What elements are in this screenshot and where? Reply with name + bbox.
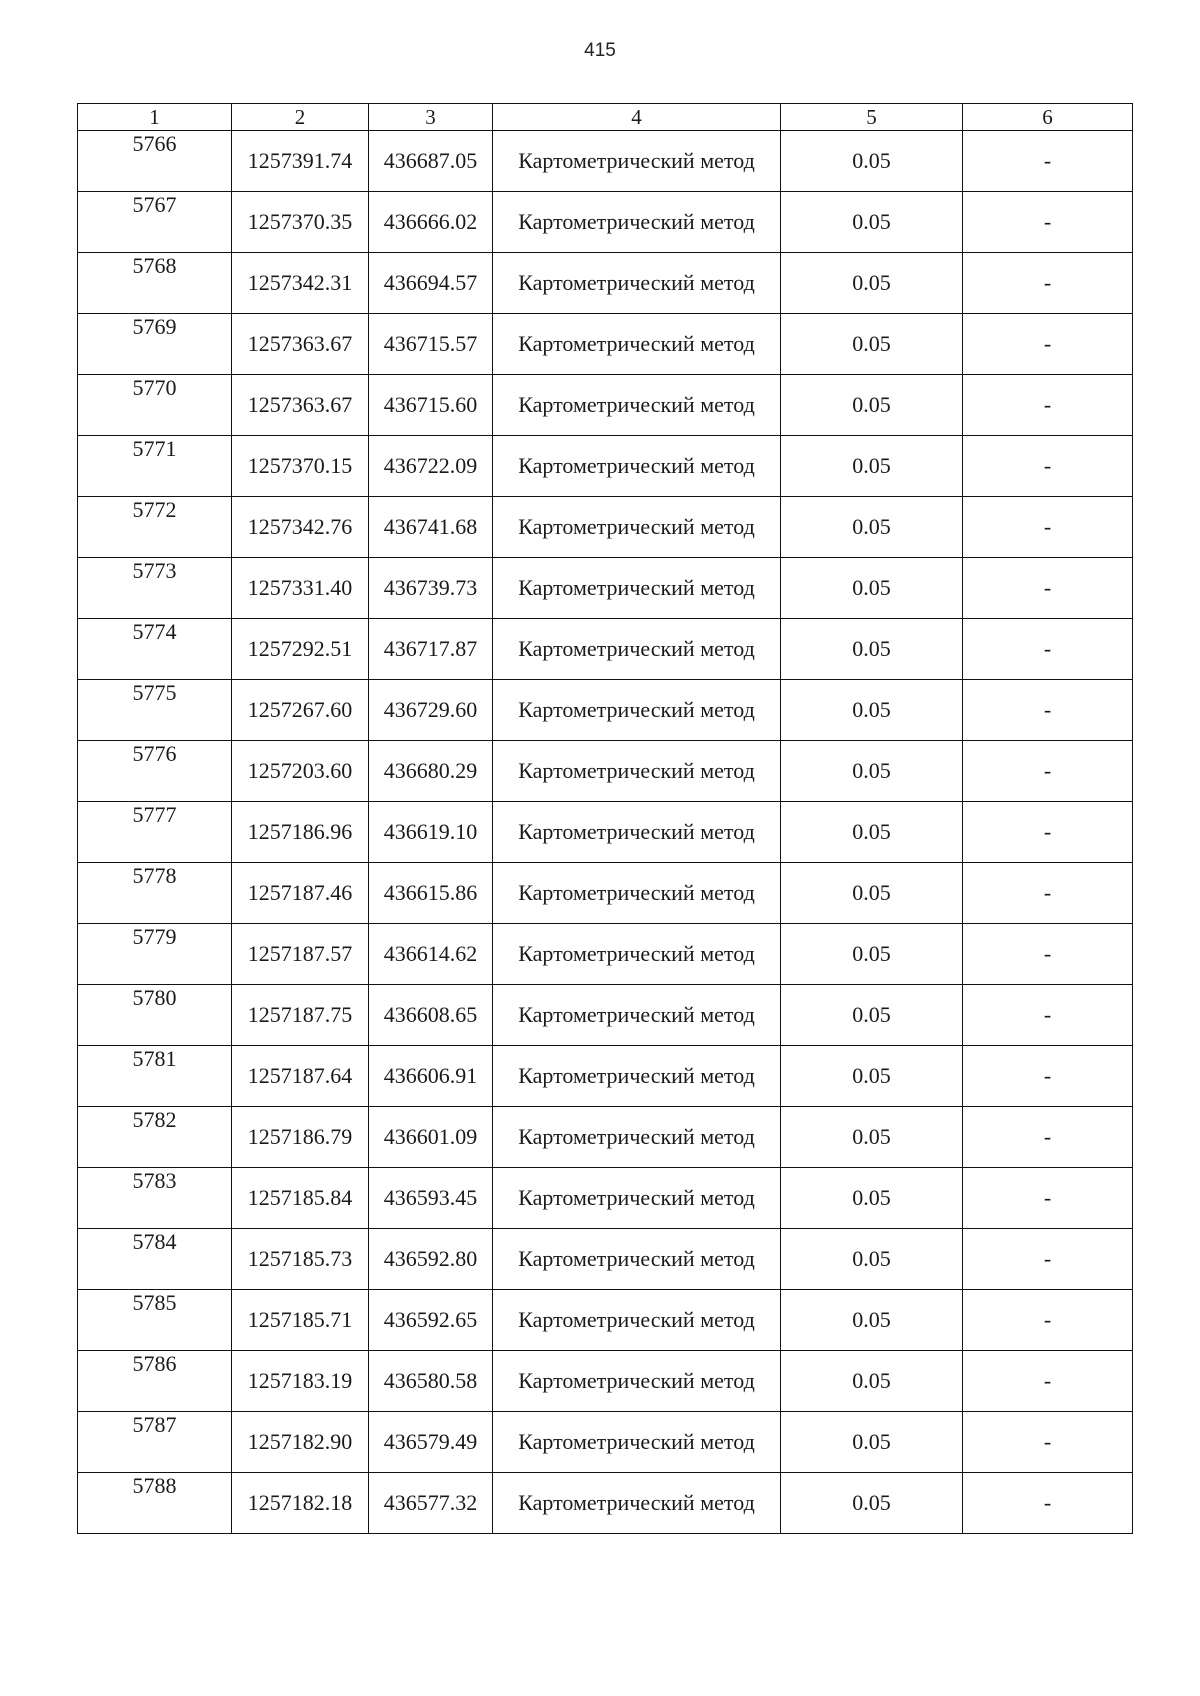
- y-coordinate-cell: 436615.86: [369, 863, 493, 924]
- x-coordinate-cell: 1257203.60: [232, 741, 369, 802]
- y-coordinate-cell: 436580.58: [369, 1351, 493, 1412]
- table-row: [78, 802, 1133, 863]
- y-coordinate-cell: 436592.80: [369, 1229, 493, 1290]
- x-coordinate-cell: 1257185.73: [232, 1229, 369, 1290]
- accuracy-cell: 0.05: [781, 436, 963, 497]
- method-cell: Картометрический метод: [493, 1168, 781, 1229]
- note-cell: -: [963, 436, 1133, 497]
- point-number-cell: 5775: [78, 680, 232, 741]
- accuracy-cell: 0.05: [781, 1046, 963, 1107]
- x-coordinate-cell: 1257363.67: [232, 314, 369, 375]
- point-number-cell: 5777: [78, 802, 232, 863]
- table-row: [78, 1351, 1133, 1412]
- x-coordinate-cell: 1257267.60: [232, 680, 369, 741]
- table-row: [78, 192, 1133, 253]
- x-coordinate-cell: 1257186.79: [232, 1107, 369, 1168]
- accuracy-cell: 0.05: [781, 314, 963, 375]
- method-cell: Картометрический метод: [493, 436, 781, 497]
- table-row: [78, 863, 1133, 924]
- note-cell: -: [963, 802, 1133, 863]
- method-cell: Картометрический метод: [493, 1046, 781, 1107]
- table-row: [78, 1168, 1133, 1229]
- table-header: [78, 104, 1133, 131]
- point-number-cell: 5772: [78, 497, 232, 558]
- point-number-cell: 5783: [78, 1168, 232, 1229]
- method-cell: Картометрический метод: [493, 619, 781, 680]
- x-coordinate-cell: 1257391.74: [232, 131, 369, 192]
- x-coordinate-cell: 1257186.96: [232, 802, 369, 863]
- point-number-cell: 5787: [78, 1412, 232, 1473]
- y-coordinate-cell: 436741.68: [369, 497, 493, 558]
- note-cell: -: [963, 985, 1133, 1046]
- accuracy-cell: 0.05: [781, 1473, 963, 1534]
- note-cell: -: [963, 131, 1133, 192]
- table-row: [78, 924, 1133, 985]
- table-row: [78, 741, 1133, 802]
- x-coordinate-cell: 1257331.40: [232, 558, 369, 619]
- x-coordinate-cell: 1257370.35: [232, 192, 369, 253]
- accuracy-cell: 0.05: [781, 741, 963, 802]
- y-coordinate-cell: 436592.65: [369, 1290, 493, 1351]
- table-row: [78, 253, 1133, 314]
- x-coordinate-cell: 1257182.18: [232, 1473, 369, 1534]
- table-row: [78, 131, 1133, 192]
- y-coordinate-cell: 436614.62: [369, 924, 493, 985]
- point-number-cell: 5766: [78, 131, 232, 192]
- y-coordinate-cell: 436715.60: [369, 375, 493, 436]
- y-coordinate-cell: 436694.57: [369, 253, 493, 314]
- y-coordinate-cell: 436608.65: [369, 985, 493, 1046]
- accuracy-cell: 0.05: [781, 253, 963, 314]
- method-cell: Картометрический метод: [493, 375, 781, 436]
- note-cell: -: [963, 497, 1133, 558]
- point-number-cell: 5767: [78, 192, 232, 253]
- column-header-5: 5: [781, 104, 963, 131]
- x-coordinate-cell: 1257187.57: [232, 924, 369, 985]
- accuracy-cell: 0.05: [781, 192, 963, 253]
- point-number-cell: 5782: [78, 1107, 232, 1168]
- table-row: [78, 1046, 1133, 1107]
- accuracy-cell: 0.05: [781, 1107, 963, 1168]
- point-number-cell: 5776: [78, 741, 232, 802]
- x-coordinate-cell: 1257292.51: [232, 619, 369, 680]
- accuracy-cell: 0.05: [781, 558, 963, 619]
- y-coordinate-cell: 436722.09: [369, 436, 493, 497]
- method-cell: Картометрический метод: [493, 680, 781, 741]
- table-header-row: [78, 104, 1133, 131]
- x-coordinate-cell: 1257182.90: [232, 1412, 369, 1473]
- method-cell: Картометрический метод: [493, 863, 781, 924]
- method-cell: Картометрический метод: [493, 802, 781, 863]
- note-cell: -: [963, 314, 1133, 375]
- accuracy-cell: 0.05: [781, 1168, 963, 1229]
- note-cell: -: [963, 558, 1133, 619]
- point-number-cell: 5788: [78, 1473, 232, 1534]
- x-coordinate-cell: 1257187.46: [232, 863, 369, 924]
- method-cell: Картометрический метод: [493, 1107, 781, 1168]
- y-coordinate-cell: 436729.60: [369, 680, 493, 741]
- column-header-6: 6: [963, 104, 1133, 131]
- column-header-4: 4: [493, 104, 781, 131]
- point-number-cell: 5773: [78, 558, 232, 619]
- table-body: [78, 131, 1133, 1534]
- note-cell: -: [963, 1168, 1133, 1229]
- method-cell: Картометрический метод: [493, 1290, 781, 1351]
- method-cell: Картометрический метод: [493, 314, 781, 375]
- x-coordinate-cell: 1257187.64: [232, 1046, 369, 1107]
- y-coordinate-cell: 436577.32: [369, 1473, 493, 1534]
- table-row: [78, 497, 1133, 558]
- x-coordinate-cell: 1257370.15: [232, 436, 369, 497]
- method-cell: Картометрический метод: [493, 1412, 781, 1473]
- point-number-cell: 5785: [78, 1290, 232, 1351]
- method-cell: Картометрический метод: [493, 924, 781, 985]
- method-cell: Картометрический метод: [493, 985, 781, 1046]
- y-coordinate-cell: 436579.49: [369, 1412, 493, 1473]
- point-number-cell: 5781: [78, 1046, 232, 1107]
- table-row: [78, 680, 1133, 741]
- point-number-cell: 5771: [78, 436, 232, 497]
- note-cell: -: [963, 1412, 1133, 1473]
- note-cell: -: [963, 1290, 1133, 1351]
- point-number-cell: 5780: [78, 985, 232, 1046]
- method-cell: Картометрический метод: [493, 1473, 781, 1534]
- table-row: [78, 375, 1133, 436]
- x-coordinate-cell: 1257363.67: [232, 375, 369, 436]
- table-row: [78, 1290, 1133, 1351]
- method-cell: Картометрический метод: [493, 1351, 781, 1412]
- note-cell: -: [963, 680, 1133, 741]
- accuracy-cell: 0.05: [781, 1412, 963, 1473]
- y-coordinate-cell: 436687.05: [369, 131, 493, 192]
- x-coordinate-cell: 1257342.76: [232, 497, 369, 558]
- y-coordinate-cell: 436593.45: [369, 1168, 493, 1229]
- point-number-cell: 5784: [78, 1229, 232, 1290]
- x-coordinate-cell: 1257183.19: [232, 1351, 369, 1412]
- column-header-3: 3: [369, 104, 493, 131]
- point-number-cell: 5774: [78, 619, 232, 680]
- method-cell: Картометрический метод: [493, 558, 781, 619]
- page-number: 415: [584, 40, 616, 61]
- note-cell: -: [963, 619, 1133, 680]
- table-row: [78, 558, 1133, 619]
- note-cell: -: [963, 1473, 1133, 1534]
- y-coordinate-cell: 436680.29: [369, 741, 493, 802]
- y-coordinate-cell: 436717.87: [369, 619, 493, 680]
- note-cell: -: [963, 924, 1133, 985]
- accuracy-cell: 0.05: [781, 924, 963, 985]
- accuracy-cell: 0.05: [781, 802, 963, 863]
- accuracy-cell: 0.05: [781, 131, 963, 192]
- y-coordinate-cell: 436739.73: [369, 558, 493, 619]
- table-row: [78, 619, 1133, 680]
- method-cell: Картометрический метод: [493, 497, 781, 558]
- table-row: [78, 1229, 1133, 1290]
- y-coordinate-cell: 436606.91: [369, 1046, 493, 1107]
- y-coordinate-cell: 436601.09: [369, 1107, 493, 1168]
- x-coordinate-cell: 1257187.75: [232, 985, 369, 1046]
- x-coordinate-cell: 1257185.84: [232, 1168, 369, 1229]
- accuracy-cell: 0.05: [781, 1290, 963, 1351]
- note-cell: -: [963, 1229, 1133, 1290]
- point-number-cell: 5768: [78, 253, 232, 314]
- note-cell: -: [963, 1107, 1133, 1168]
- column-header-1: 1: [78, 104, 232, 131]
- column-header-2: 2: [232, 104, 369, 131]
- table-row: [78, 1412, 1133, 1473]
- method-cell: Картометрический метод: [493, 1229, 781, 1290]
- note-cell: -: [963, 375, 1133, 436]
- point-number-cell: 5786: [78, 1351, 232, 1412]
- y-coordinate-cell: 436715.57: [369, 314, 493, 375]
- accuracy-cell: 0.05: [781, 1229, 963, 1290]
- accuracy-cell: 0.05: [781, 1351, 963, 1412]
- x-coordinate-cell: 1257342.31: [232, 253, 369, 314]
- point-number-cell: 5769: [78, 314, 232, 375]
- point-number-cell: 5779: [78, 924, 232, 985]
- note-cell: -: [963, 741, 1133, 802]
- x-coordinate-cell: 1257185.71: [232, 1290, 369, 1351]
- method-cell: Картометрический метод: [493, 253, 781, 314]
- note-cell: -: [963, 1046, 1133, 1107]
- y-coordinate-cell: 436666.02: [369, 192, 493, 253]
- note-cell: -: [963, 192, 1133, 253]
- table-row: [78, 314, 1133, 375]
- point-number-cell: 5770: [78, 375, 232, 436]
- method-cell: Картометрический метод: [493, 131, 781, 192]
- accuracy-cell: 0.05: [781, 680, 963, 741]
- table-row: [78, 436, 1133, 497]
- point-number-cell: 5778: [78, 863, 232, 924]
- y-coordinate-cell: 436619.10: [369, 802, 493, 863]
- method-cell: Картометрический метод: [493, 192, 781, 253]
- table-row: [78, 1107, 1133, 1168]
- table-row: [78, 985, 1133, 1046]
- note-cell: -: [963, 863, 1133, 924]
- accuracy-cell: 0.05: [781, 375, 963, 436]
- accuracy-cell: 0.05: [781, 619, 963, 680]
- accuracy-cell: 0.05: [781, 497, 963, 558]
- note-cell: -: [963, 1351, 1133, 1412]
- method-cell: Картометрический метод: [493, 741, 781, 802]
- accuracy-cell: 0.05: [781, 863, 963, 924]
- note-cell: -: [963, 253, 1133, 314]
- table-row: [78, 1473, 1133, 1534]
- coordinates-table: [77, 103, 1133, 1534]
- accuracy-cell: 0.05: [781, 985, 963, 1046]
